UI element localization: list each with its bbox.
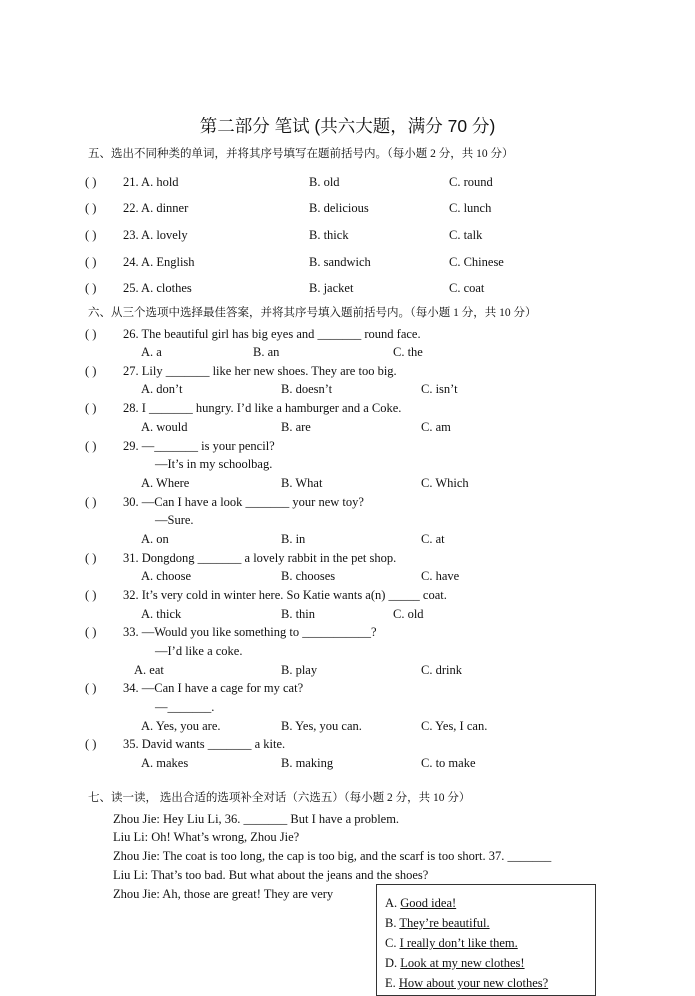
dialogue-line: Zhou Jie: The coat is too long, the cap is too big, and the scarf is too short. 37. _______ [113, 849, 552, 863]
option-b: B. an [253, 345, 280, 359]
dialogue-line: Zhou Jie: Ah, those are great! They are very [113, 887, 334, 901]
dialogue-reply: —Sure. [155, 513, 194, 527]
section-6-heading: 六、从三个选项中选择最佳答案，并将其序号填入题前括号内。（每小题 1 分，共 10 分） [88, 307, 537, 319]
option-a: A. don’t [141, 382, 183, 396]
dialogue-reply: —It’s in my schoolbag. [155, 457, 273, 471]
answer-bracket: ( ) [85, 401, 97, 415]
option-b: B. in [281, 532, 306, 546]
option-b: B. sandwich [309, 255, 371, 269]
options-box [376, 884, 596, 996]
question-text: 27. Lily _______ like her new shoes. They are too big. [123, 364, 397, 378]
option-b: B. chooses [281, 569, 336, 583]
option-c: C. am [421, 420, 451, 434]
option-letter: C. [385, 936, 397, 950]
answer-bracket: ( ) [85, 681, 97, 695]
option-a: A. a [141, 345, 162, 359]
option-b: B. doesn’t [281, 382, 333, 396]
option-a: A. would [141, 420, 188, 434]
option-text: I really don’t like them. [399, 936, 518, 950]
option-item [385, 936, 518, 950]
option-c: C. coat [449, 281, 485, 295]
option-c: C. round [449, 175, 493, 189]
option-c: C. talk [449, 228, 483, 242]
option-b: B. jacket [309, 281, 354, 295]
question-text: 31. Dongdong _______ a lovely rabbit in the pet shop. [123, 551, 397, 565]
option-c: C. at [421, 532, 445, 546]
option-item [385, 976, 548, 990]
option-b: B. What [281, 476, 323, 490]
question-text: 23. A. lovely [123, 228, 188, 242]
answer-bracket: ( ) [85, 327, 97, 341]
answer-bracket: ( ) [85, 255, 97, 269]
question-text: 35. David wants _______ a kite. [123, 737, 286, 751]
option-letter: B. [385, 916, 397, 930]
question-text: 29. —_______ is your pencil? [123, 439, 275, 453]
option-item [385, 956, 525, 970]
answer-bracket: ( ) [85, 495, 97, 509]
option-c: C. Chinese [449, 255, 504, 269]
question-text: 30. —Can I have a look _______ your new toy? [123, 495, 364, 509]
option-a: A. on [141, 532, 169, 546]
question-text: 26. The beautiful girl has big eyes and _______ round face. [123, 327, 421, 341]
option-c: C. old [393, 607, 424, 621]
option-c: C. to make [421, 756, 476, 770]
option-text: Look at my new clothes! [400, 956, 525, 970]
option-a: A. Where [141, 476, 190, 490]
question-text: 25. A. clothes [123, 281, 192, 295]
option-letter: D. [385, 956, 398, 970]
question-text: 22. A. dinner [123, 201, 189, 215]
section-7-heading: 七、读一读， 选出合适的选项补全对话（六选五）（每小题 2 分，共 10 分） [88, 792, 471, 804]
answer-bracket: ( ) [85, 737, 97, 751]
option-c: C. lunch [449, 201, 492, 215]
question-text: 32. It’s very cold in winter here. So Katie wants a(n) _____ coat. [123, 588, 447, 602]
question-text: 33. —Would you like something to ___________? [123, 625, 377, 639]
option-c: C. isn’t [421, 382, 458, 396]
option-a: A. choose [141, 569, 191, 583]
answer-bracket: ( ) [85, 625, 97, 639]
answer-bracket: ( ) [85, 201, 97, 215]
dialogue-line: Liu Li: That’s too bad. But what about the jeans and the shoes? [113, 868, 429, 882]
option-b: B. thick [309, 228, 349, 242]
option-item [385, 916, 490, 930]
answer-bracket: ( ) [85, 364, 97, 378]
option-b: B. old [309, 175, 340, 189]
option-b: B. Yes, you can. [281, 719, 362, 733]
question-text: 24. A. English [123, 255, 195, 269]
option-c: C. Yes, I can. [421, 719, 488, 733]
page-title: 第二部分 笔试 (共六大题，满分 70 分) [199, 116, 496, 136]
answer-bracket: ( ) [85, 175, 97, 189]
option-text: How about your new clothes? [398, 976, 549, 990]
option-text: They’re beautiful. [399, 916, 490, 930]
dialogue-reply: —I’d like a coke. [155, 644, 243, 658]
option-a: A. Yes, you are. [141, 719, 221, 733]
section-5-heading: 五、选出不同种类的单词，并将其序号填写在题前括号内。（每小题 2 分，共 10 分） [88, 148, 514, 160]
option-b: B. delicious [309, 201, 369, 215]
option-c: C. the [393, 345, 423, 359]
answer-bracket: ( ) [85, 439, 97, 453]
option-a: A. makes [141, 756, 189, 770]
option-b: B. thin [281, 607, 316, 621]
option-letter: E. [385, 976, 396, 990]
answer-bracket: ( ) [85, 551, 97, 565]
option-a: A. thick [141, 607, 182, 621]
answer-bracket: ( ) [85, 281, 97, 295]
option-a: A. eat [134, 663, 164, 677]
option-c: C. have [421, 569, 460, 583]
dialogue-reply: —_______. [155, 700, 215, 714]
question-text: 21. A. hold [123, 175, 179, 189]
option-item [385, 896, 456, 910]
dialogue-line: Zhou Jie: Hey Liu Li, 36. _______ But I have a problem. [113, 812, 400, 826]
option-c: C. Which [421, 476, 469, 490]
option-b: B. making [281, 756, 334, 770]
option-c: C. drink [421, 663, 462, 677]
option-b: B. play [281, 663, 318, 677]
option-b: B. are [281, 420, 311, 434]
dialogue-line: Liu Li: Oh! What’s wrong, Zhou Jie? [113, 830, 300, 844]
question-text: 34. —Can I have a cage for my cat? [123, 681, 304, 695]
option-text: Good idea! [400, 896, 457, 910]
answer-bracket: ( ) [85, 588, 97, 602]
answer-bracket: ( ) [85, 228, 97, 242]
question-text: 28. I _______ hungry. I’d like a hamburger and a Coke. [123, 401, 402, 415]
option-letter: A. [385, 896, 398, 910]
